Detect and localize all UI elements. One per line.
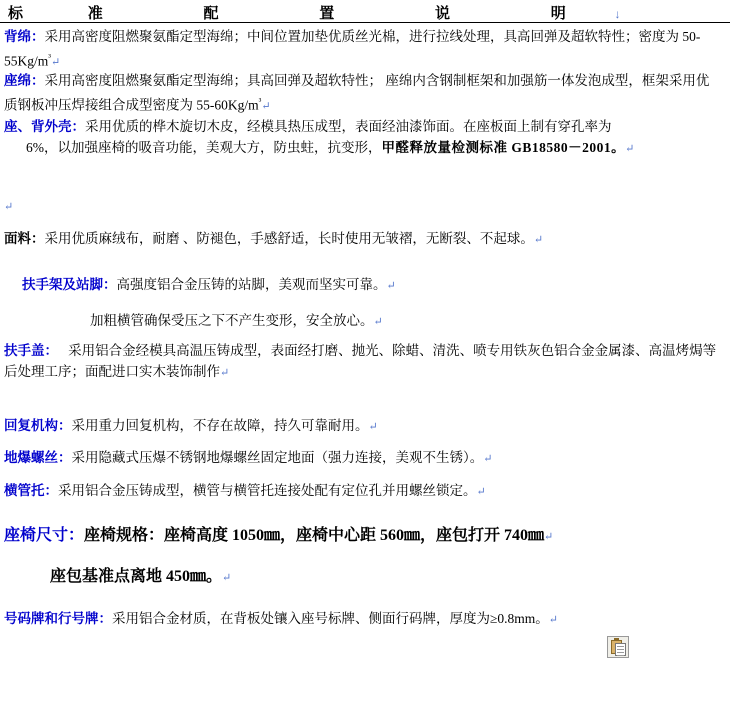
document-header [8, 2, 708, 23]
section-beimian-label: 背绵： [4, 29, 45, 44]
section-haoma-mark: ↵ [548, 614, 559, 626]
section-dibao-label: 地爆螺丝： [4, 450, 72, 465]
stray-return-glyph: ↵ [4, 201, 14, 213]
section-beimian-mark: ↵ [50, 56, 61, 69]
section-hengguan [4, 480, 720, 503]
section-dibao-mark: ↵ [483, 453, 493, 465]
section-fushou [22, 274, 722, 297]
header-cell-6: 明 [550, 6, 566, 22]
section-chicun-label: 座椅尺寸： [4, 527, 85, 544]
header-cell-5: 说 [435, 6, 451, 22]
section-jizhun [50, 566, 726, 589]
section-fushougai-mark: ↵ [220, 367, 230, 379]
stray-return-mark [4, 195, 13, 218]
section-beimian-sup: ³ [48, 52, 51, 62]
section-zuomian-mark: ↵ [261, 100, 271, 113]
section-shell [4, 116, 720, 160]
section-chicun-text: 座椅规格：座椅高度 1050㎜，座椅中心距 560㎜，座包打开 740㎜ [84, 527, 545, 544]
section-fushougai-label: 扶手盖： [4, 343, 58, 358]
section-beimian-text: 采用高密度阻燃聚氨酯定型海绵；中间位置加垫优质丝光棉，进行拉线处理，具高回弹及超软特性；密度为 50-55Kg/m [4, 29, 701, 69]
header-divider [0, 22, 730, 23]
header-cell-4: 置 [319, 6, 335, 22]
section-fushougai [4, 340, 720, 384]
section-shell-label: 座、背外壳： [4, 119, 85, 134]
section-jizhun-text: 座包基准点离地 450㎜。 [50, 568, 223, 585]
section-jiacu [90, 310, 730, 333]
section-hengguan-label: 横管托： [4, 483, 58, 498]
section-jiacu-text: 加粗横管确保受压之下不产生变形，安全放心。 [90, 313, 374, 328]
section-fushou-text: 高强度铝合金压铸的站脚，美观而坚实可靠。 [116, 277, 387, 292]
section-mianliao-text: 采用优质麻绒布，耐磨 、防褪色，手感舒适，长时使用无皱褶，无断裂、不起球。 [44, 231, 534, 246]
section-zuomian-sup: ³ [258, 96, 262, 106]
section-huifu-mark: ↵ [368, 421, 378, 433]
section-dibao [4, 447, 720, 470]
section-huifu-text: 采用重力回复机构，不存在故障，持久可靠耐用。 [71, 418, 369, 433]
paste-clipboard-icon[interactable] [607, 636, 629, 658]
header-end-mark: ↓ [614, 7, 621, 21]
section-hengguan-text: 采用铝合金压铸成型，横管与横管托连接处配有定位孔并用螺丝锁定。 [58, 483, 477, 498]
section-huifu-label: 回复机构： [4, 418, 72, 433]
section-huifu [4, 415, 720, 438]
section-shell-standard: 甲醛释放量检测标准 GB18580－2001。 [381, 140, 626, 155]
section-fushougai-text: 采用铝合金经模具高温压铸成型，表面经打磨、抛光、除蜡、清洗、喷专用铁灰色铝合金金属漆、高温烤焗等后处理工序；面配进口实木装饰制作 [4, 343, 717, 379]
section-zuomian-label: 座绵： [4, 73, 45, 88]
section-mianliao [4, 228, 720, 251]
section-mianliao-mark: ↵ [533, 234, 544, 246]
section-beimian [4, 26, 720, 74]
section-shell-text: 采用优质的桦木旋切木皮，经模具热压成型，表面经油漆饰面。在座板面上制有穿孔率为 [85, 119, 612, 134]
section-haoma-text: 采用铝合金材质，在背板处镶入座号标牌、侧面行码牌，厚度为≥0.8mm。 [112, 611, 549, 626]
section-fushou-mark: ↵ [386, 280, 396, 292]
header-cell-2: 准 [87, 6, 103, 22]
section-haoma [4, 608, 720, 631]
section-jizhun-mark: ↵ [222, 572, 232, 584]
section-fushou-label: 扶手架及站脚： [22, 277, 117, 292]
section-dibao-text: 采用隐藏式压爆不锈钢地爆螺丝固定地面（强力连接，美观不生锈）。 [71, 450, 484, 465]
section-hengguan-mark: ↵ [476, 486, 486, 498]
header-cell-3: 配 [203, 6, 219, 22]
section-zuomian-text: 采用高密度阻燃聚氨酯定型海绵；具高回弹及超软特性； 座绵内含钢制框架和加强筋一体发泡成型，框架采用优质钢板冲压焊接组合成型密度为 55-60Kg/m [4, 73, 710, 113]
section-shell-text2: 6%，以加强座椅的吸音功能，美观大方，防虫蛀，抗变形， [26, 140, 382, 155]
section-chicun-mark: ↵ [544, 531, 554, 543]
section-shell-mark: ↵ [625, 143, 635, 155]
header-cell-1: 标 [8, 6, 24, 22]
section-chicun [4, 525, 720, 548]
section-zuomian [4, 70, 720, 118]
section-mianliao-label: 面料： [4, 231, 45, 246]
section-haoma-label: 号码牌和行号牌： [4, 611, 112, 626]
section-jiacu-mark: ↵ [373, 316, 383, 328]
document-sheet-glyph [615, 643, 626, 656]
